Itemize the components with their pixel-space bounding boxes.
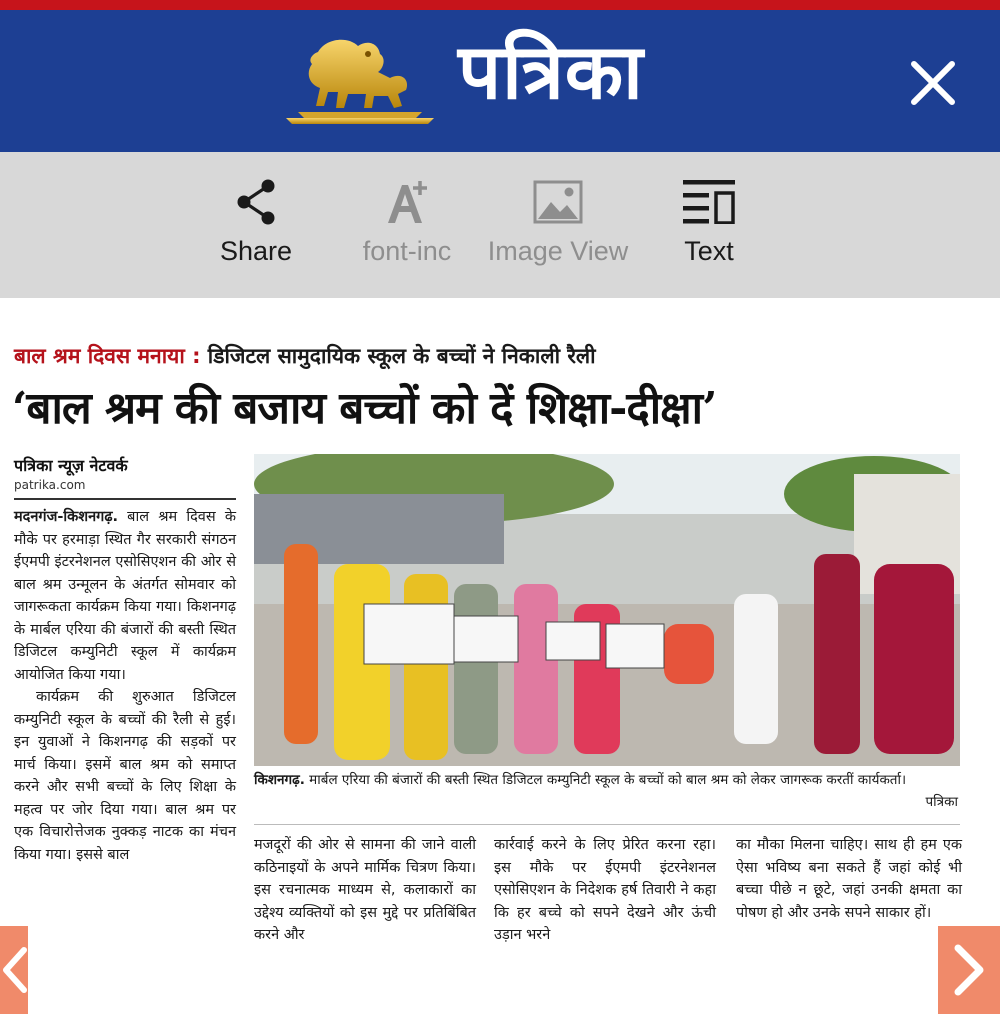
font-increase-icon bbox=[382, 177, 432, 227]
paragraph: कार्यक्रम की शुरुआत डिजिटल कम्युनिटी स्कूल के बच्चों की रैली से हुई। इन युवाओं ने किशनगढ़ की सड़कों पर मार्च किया। इसमें बाल श्रम को समाप्त करने और सभी बच्चों के लिए शिक्षा के महत्व पर जोर दिया गया। बाल श्रम पर एक विचारोत्तेजक नुक्कड़ नाटक का मंचन किया गया। इससे बाल bbox=[14, 689, 236, 863]
font-increase-label: font-inc bbox=[362, 236, 452, 266]
article-headline: ‘बाल श्रम की बजाय बच्चों को दें शिक्षा-दीक्षा’ bbox=[12, 383, 717, 434]
article-kicker bbox=[14, 342, 596, 370]
chevron-right-icon bbox=[938, 926, 1000, 1014]
share-label: Share bbox=[219, 236, 293, 266]
text-view-button[interactable] bbox=[619, 174, 799, 284]
caption-credit: पत्रिका bbox=[925, 794, 958, 810]
chevron-left-icon bbox=[0, 926, 28, 1014]
article-photo[interactable] bbox=[254, 454, 960, 766]
close-icon[interactable] bbox=[900, 50, 966, 116]
byline bbox=[14, 454, 236, 500]
app-header bbox=[0, 10, 1000, 152]
byline-rule bbox=[14, 498, 236, 500]
photo-caption bbox=[254, 770, 958, 810]
article-column-1 bbox=[14, 506, 236, 866]
patrika-logo bbox=[278, 28, 718, 140]
kicker-text: डिजिटल सामुदायिक स्कूल के बच्चों ने निकाली रैली bbox=[200, 344, 596, 368]
caption-divider bbox=[254, 824, 960, 825]
text-view-icon bbox=[683, 180, 735, 224]
image-icon bbox=[533, 180, 583, 224]
reader-toolbar bbox=[0, 152, 1000, 298]
brand-name: पत्रिका bbox=[458, 27, 644, 116]
share-icon bbox=[234, 178, 278, 226]
article-column-3: कार्रवाई करने के लिए प्रेरित करना रहा। इस मौके पर ईएमपी इंटरनेशनल एसोसिएशन के निदेशक हर्ष तिवारी ने कहा कि हर बच्चे को सपने देखने और ऊंची उड़ान भरने bbox=[494, 837, 716, 943]
top-accent-strip bbox=[0, 0, 1000, 10]
kicker-highlight: बाल श्रम दिवस मनाया : bbox=[14, 344, 201, 368]
article-column-4: का मौका मिलना चाहिए। साथ ही हम एक ऐसा भविष्य बना सकते हैं जहां कोई भी बच्चा पीछे न छूटे, जहां उनकी क्षमता का पोषण हो और उनके सपने साकार हों। bbox=[736, 837, 962, 921]
byline-site: patrika.com bbox=[14, 478, 86, 492]
image-view-label: Image View bbox=[487, 236, 629, 266]
lion-logo-icon bbox=[278, 32, 443, 132]
caption-text: मार्बल एरिया की बंजारों की बस्ती स्थित डिजिटल कम्युनिटी स्कूल के बच्चों को बाल श्रम को लेकर जागरूक करतीं कार्यकर्ता। bbox=[304, 772, 907, 788]
dateline: मदनगंज-किशनगढ़. bbox=[14, 509, 118, 525]
paragraph bbox=[14, 506, 236, 686]
byline-network: पत्रिका न्यूज़ नेटवर्क bbox=[14, 456, 128, 475]
next-page-button[interactable] bbox=[938, 926, 1000, 1014]
article-column-2: मजदूरों की ओर से सामना की जाने वाली कठिनाइयों के अपने मार्मिक चित्रण किया। इस रचनात्मक माध्यम से, कलाकारों का उद्देश्य व्यक्तियों को इस मुद्दे पर प्रतिबिंबित करने और bbox=[254, 837, 476, 943]
caption-place: किशनगढ़. bbox=[254, 772, 305, 788]
article-clipping bbox=[0, 298, 1000, 1014]
previous-page-button[interactable] bbox=[0, 926, 28, 1014]
text-view-label: Text bbox=[684, 236, 734, 266]
paragraph-text: बाल श्रम दिवस के मौके पर हरमाड़ा स्थित गैर सरकारी संगठन ईएमपी इंटरनेशनल एसोसिएशन की ओर से बाल श्रम उन्मूलन के अंतर्गत सोमवार को जागरूकता कार्यक्रम किया गया। किशनगढ़ के मार्बल एरिया की बंजारों की बस्ती स्थित डिजिटल कम्युनिटी स्कूल में कार्यक्रम आयोजित किया गया। bbox=[14, 509, 236, 683]
